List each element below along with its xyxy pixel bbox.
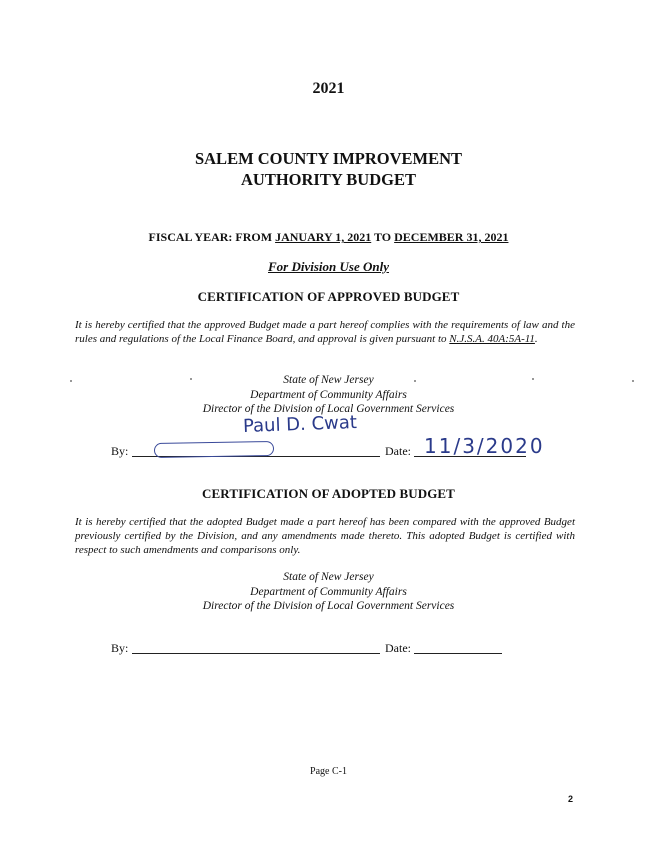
- approved-date-label: Date:: [385, 444, 411, 458]
- fiscal-to-date: DECEMBER 31, 2021: [394, 230, 509, 244]
- adopted-by-label: By:: [111, 641, 129, 655]
- fiscal-middle: TO: [371, 230, 395, 244]
- adopted-date-label: Date:: [385, 641, 411, 655]
- approved-authority-block: [0, 373, 657, 417]
- adopted-heading: CERTIFICATION OF ADOPTED BUDGET: [202, 486, 455, 501]
- scan-speck: [632, 380, 634, 382]
- scan-speck: [414, 380, 416, 382]
- fiscal-from-date: JANUARY 1, 2021: [275, 230, 372, 244]
- title-line-2: AUTHORITY BUDGET: [241, 170, 416, 189]
- approved-by-label: By:: [111, 444, 129, 458]
- approved-text: It is hereby certified that the approved Budget made a part hereof complies with the requirements of law and the rules and regulations of the Local Finance Board, and approval is given pursuant to: [75, 319, 575, 345]
- approved-signature: Paul D. Cwat: [242, 412, 358, 437]
- corner-page-number: 2: [568, 794, 574, 804]
- page-number: Page C-1: [310, 766, 347, 777]
- approved-date-value: 11/3/2020: [424, 434, 545, 458]
- budget-year: 2021: [312, 80, 345, 97]
- scan-speck: [190, 378, 192, 380]
- fiscal-prefix: FISCAL YEAR: FROM: [148, 230, 276, 244]
- statute-reference: N.J.S.A. 40A:5A-11: [449, 333, 535, 345]
- division-use-note: For Division Use Only: [268, 259, 389, 274]
- document-title: [0, 148, 657, 190]
- adopted-state: State of New Jersey: [283, 571, 374, 583]
- adopted-date-line: [414, 653, 502, 654]
- approved-heading: CERTIFICATION OF APPROVED BUDGET: [197, 289, 460, 304]
- approved-department: Department of Community Affairs: [250, 388, 407, 401]
- scan-speck: [70, 380, 72, 382]
- approved-paragraph: [75, 318, 575, 346]
- fiscal-year-line: [0, 230, 657, 245]
- approved-state: State of New Jersey: [283, 374, 374, 386]
- scan-speck: [532, 378, 534, 380]
- adopted-department: Department of Community Affairs: [250, 585, 407, 598]
- adopted-authority-block: [0, 570, 657, 614]
- adopted-director: Director of the Division of Local Government Services: [202, 600, 455, 612]
- approved-text-end: .: [534, 333, 538, 345]
- adopted-signature-line: [132, 653, 380, 654]
- approved-director: Director of the Division of Local Government Services: [202, 403, 455, 415]
- adopted-paragraph: It is hereby certified that the adopted Budget made a part hereof has been compared with the approved Budget previously certified by the Division, and any amendments made thereto. This adopted Budget is certified with respect to such amendments and comparisons only.: [75, 516, 575, 556]
- title-line-1: SALEM COUNTY IMPROVEMENT: [194, 149, 463, 168]
- approved-signature-scribble: [154, 441, 274, 458]
